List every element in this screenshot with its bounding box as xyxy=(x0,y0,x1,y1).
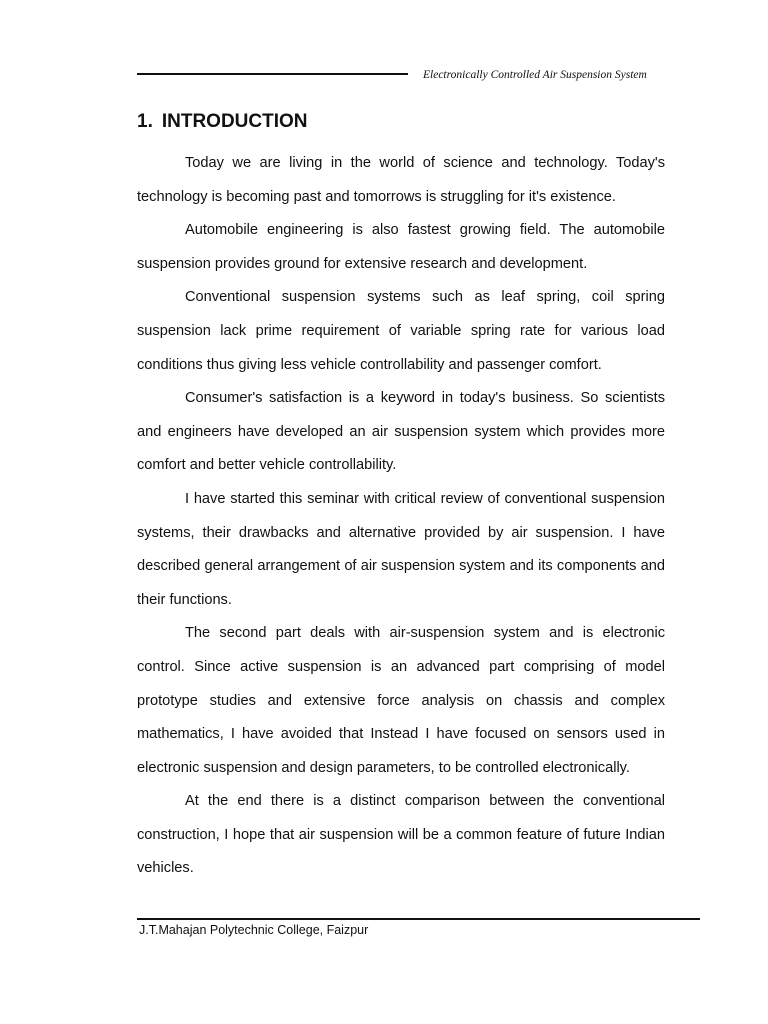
header-rule xyxy=(137,73,408,75)
paragraph: The second part deals with air-suspension system and is electronic control. Since active suspension is an advanced part comprising of model prototype studies and extensive force analysis on chassis and complex mathematics, I have avoided that Instead I have focused on sensors used in electronic suspension and design parameters, to be controlled electronically. xyxy=(137,625,665,776)
section-heading xyxy=(137,110,308,134)
footer-college-name: J.T.Mahajan Polytechnic College, Faizpur xyxy=(139,923,369,937)
body-text xyxy=(137,147,665,886)
footer-rule xyxy=(137,918,700,920)
paragraph: Automobile engineering is also fastest growing field. The automobile suspension provides ground for extensive research and development. xyxy=(137,222,665,272)
paragraph: Consumer's satisfaction is a keyword in today's business. So scientists and engineers have developed an air suspension system which provides more comfort and better vehicle controllability. xyxy=(137,390,665,474)
section-number: 1. xyxy=(137,111,153,132)
paragraph: Conventional suspension systems such as leaf spring, coil spring suspension lack prime requirement of variable spring rate for various load conditions thus giving less vehicle controllability and passenger comfort. xyxy=(137,289,665,373)
running-header-title: Electronically Controlled Air Suspension System xyxy=(423,69,647,81)
paragraph: Today we are living in the world of science and technology. Today's technology is becoming past and tomorrows is struggling for it's existence. xyxy=(137,155,665,205)
paragraph: I have started this seminar with critical review of conventional suspension systems, their drawbacks and alternative provided by air suspension. I have described general arrangement of air suspension system and its components and their functions. xyxy=(137,490,665,608)
paragraph: At the end there is a distinct comparison between the conventional construction, I hope that air suspension will be a common feature of future Indian vehicles. xyxy=(137,793,665,877)
section-title: INTRODUCTION xyxy=(161,111,308,132)
